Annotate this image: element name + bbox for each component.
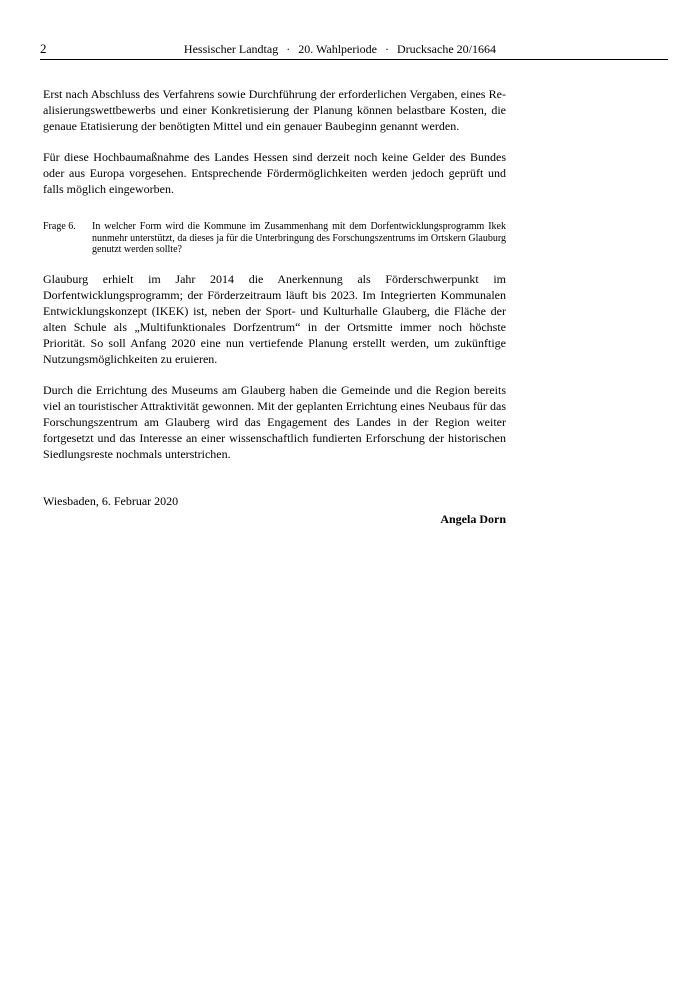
question-label: Frage 6. bbox=[43, 221, 76, 232]
paragraph-answer-museum: Durch die Errichtung des Museums am Glauberg haben die Gemeinde und die Region bereits viel an touristischer Attraktivität gewonnen. Mit der geplanten Errichtung eines Neubaus für das Forschungszentrum am Glauberg wird das Engagement des Landes in der Region weiter fortgesetzt und das Interesse an einer wissenschaftlich fundierten Erforschung der historischen Siedlungsreste nochmals unterstrichen. bbox=[43, 382, 506, 461]
header-separator-2: · bbox=[385, 42, 390, 56]
page-header bbox=[40, 39, 668, 60]
question-block bbox=[43, 221, 506, 256]
place-date: Wiesbaden, 6. Februar 2020 bbox=[43, 493, 179, 508]
signature-name: Angela Dorn bbox=[440, 511, 506, 526]
page-number: 2 bbox=[40, 41, 47, 56]
question-text: In welcher Form wird die Kommune im Zusammenhang mit dem Dorfentwicklungsprogramm Ikek nunmehr unterstützt, da dieses ja für die Unterbringung des Forschungszentrums im Ortskern Glauburg genutzt werden sollte? bbox=[92, 221, 506, 255]
legislative-period: 20. Wahlperiode bbox=[298, 42, 378, 56]
document-number: Drucksache 20/1664 bbox=[397, 42, 496, 56]
paragraph-answer-glauburg: Glauburg erhielt im Jahr 2014 die Anerkennung als Förderschwerpunkt im Dorfentwicklungsprogramm; der Förderzeitraum läuft bis 2023. Im Integrierten Kommunalen Entwicklungskonzept (IKEK) ist, neben der Sport- und Kulturhalle Glauberg, die Fläche der alten Schule als „Multifunktionales Dorfzentrum“ in der Ortsmitte immer noch höchste Priorität. So soll Anfang 2020 eine nun vertiefende Planung erstellt werden, um zukünftige Nutzungsmöglichkeiten zu eruieren. bbox=[43, 271, 506, 366]
paragraph-funding: Für diese Hochbaumaßnahme des Landes Hessen sind derzeit noch keine Gelder des Bundes oder aus Europa vorgesehen. Entsprechende Fördermöglichkeiten werden jedoch geprüft und falls möglich eingeworben. bbox=[43, 150, 506, 196]
running-head bbox=[184, 42, 496, 57]
publication-name: Hessischer Landtag bbox=[183, 42, 279, 56]
header-separator-1: · bbox=[286, 42, 291, 56]
document-body bbox=[43, 86, 506, 527]
paragraph-costs: Erst nach Abschluss des Verfahrens sowie Durchführung der erforderlichen Vergaben, eines Realisierungswettbewerbs und einer Konkretisierung der Planung können belastbare Kosten, die genaue Etatisierung der benötigten Mittel und ein genauer Baubeginn genannt werden. bbox=[43, 87, 506, 133]
